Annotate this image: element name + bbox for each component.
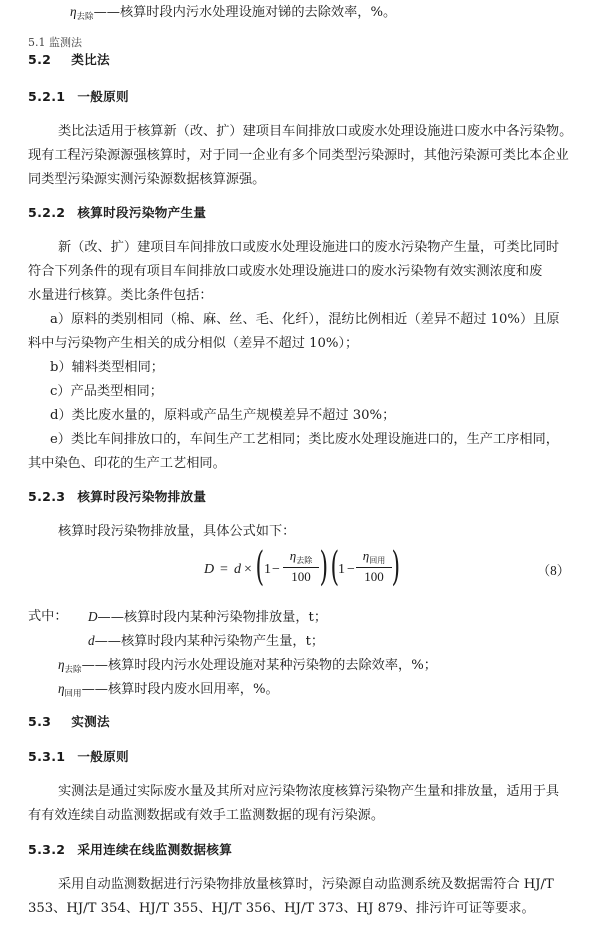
symbol-D: D <box>88 609 98 624</box>
list-item: 其中染色、印花的生产工艺相同。 <box>28 456 226 471</box>
eta-subscript: 回用 <box>64 689 82 699</box>
section-number: 5.3.1 <box>28 749 66 764</box>
paragraph-line: 核算时段污染物排放量，具体公式如下： <box>58 524 296 539</box>
list-item: d）类比废水量的，原料或产品生产规模差异不超过 30%； <box>50 408 396 423</box>
formula-8 <box>0 540 605 596</box>
paragraph-line: 353、HJ/T 354、HJ/T 355、HJ/T 356、HJ/T 373、HJ 879、排污许可证等要求。 <box>28 901 535 916</box>
section-title: 类比法 <box>71 52 110 67</box>
definition-row <box>58 657 437 675</box>
definition-text: ——核算时段内废水回用率，%。 <box>81 682 279 697</box>
eta-symbol: η <box>58 681 65 696</box>
formula-left-paren: ( <box>255 544 265 590</box>
paragraph-line: 采用自动监测数据进行污染物排放量核算时，污染源自动监测系统及数据需符合 HJ/T <box>58 877 554 892</box>
formula-one: 1 <box>338 562 345 577</box>
formula-equals: = <box>220 562 228 577</box>
top-definition <box>70 4 396 22</box>
section-number: 5.2.1 <box>28 89 66 104</box>
section-heading <box>28 714 110 730</box>
formula-minus: − <box>272 562 280 577</box>
paragraph-line: 有有效连续自动监测数据或有效手工监测数据的现有污染源。 <box>28 808 385 823</box>
formula-lhs: D <box>204 562 215 577</box>
definition-text: ——核算时段内某种污染物产生量，t； <box>94 634 325 649</box>
definition-text: ——核算时段内污水处理设施对锑的去除效率，%。 <box>93 5 397 20</box>
section-title: 实测法 <box>71 714 110 729</box>
formula-d: d <box>234 562 241 577</box>
eta-symbol: η <box>289 548 297 563</box>
fraction-denominator: 100 <box>291 569 311 584</box>
cutoff-heading: 5.1 监测法 <box>28 36 82 49</box>
formula-minus: − <box>347 562 355 577</box>
paragraph-line: 实测法是通过实际废水量及其所对应污染物浓度核算污染物产生量和排放量，适用于具 <box>58 784 560 799</box>
paragraph-line: 符合下列条件的现有项目车间排放口或废水处理设施进口的废水污染物有效实测浓度和废 <box>28 264 543 279</box>
formula-one: 1 <box>264 562 271 577</box>
formula-right-paren: ) <box>319 544 329 590</box>
paragraph-line: 新（改、扩）建项目车间排放口或废水处理设施进口的废水污染物产生量，可类比同时 <box>58 240 560 255</box>
eta-subscript: 去除 <box>76 12 94 22</box>
definition-row <box>58 681 279 699</box>
subsection-heading <box>28 749 129 765</box>
paragraph-line: 水量进行核算。类比条件包括： <box>28 288 213 303</box>
section-number: 5.3 <box>28 714 52 729</box>
equation-number: （8） <box>537 563 570 578</box>
formula-right-paren: ) <box>391 544 401 590</box>
section-title: 一般原则 <box>77 89 129 104</box>
section-number: 5.2 <box>28 52 52 67</box>
section-title: 一般原则 <box>77 749 129 764</box>
paragraph-line: 现有工程污染源源强核算时，对于同一企业有多个同类型污染源时，其他污染源可类比本企业 <box>28 148 569 163</box>
list-item: e）类比车间排放口的，车间生产工艺相同；类比废水处理设施进口的，生产工序相同， <box>50 432 559 447</box>
list-item: a）原料的类别相同（棉、麻、丝、毛、化纤），混纺比例相近（差异不超过 10%）且原 <box>50 312 560 327</box>
list-item: b）辅料类型相同； <box>50 360 164 375</box>
eta-symbol: η <box>362 548 370 563</box>
section-heading <box>28 52 110 68</box>
list-item: c）产品类型相同； <box>50 384 163 399</box>
list-item: 料中与污染物产生相关的成分相似（差异不超过 10%）； <box>28 336 359 351</box>
eta-symbol: η <box>58 657 65 672</box>
definition-text: ——核算时段内污水处理设施对某种污染物的去除效率，%； <box>81 658 437 673</box>
definition-row <box>88 633 324 650</box>
section-number: 5.3.2 <box>28 842 66 857</box>
section-title: 核算时段污染物排放量 <box>77 489 207 504</box>
defs-label: 式中： <box>28 609 68 624</box>
eta-subscript: 去除 <box>296 556 313 565</box>
formula-times: × <box>244 562 252 577</box>
definition-text: ——核算时段内某种污染物排放量，t； <box>97 610 328 625</box>
subsection-heading <box>28 89 129 105</box>
fraction-reuse <box>356 548 392 585</box>
section-title: 采用连续在线监测数据核算 <box>77 842 233 857</box>
fraction-removal <box>283 548 319 585</box>
section-number: 5.2.2 <box>28 205 66 220</box>
eta-symbol: η <box>70 4 77 19</box>
symbol-d: d <box>88 633 95 648</box>
paragraph-line: 同类型污染源实测污染源数据核算源强。 <box>28 172 266 187</box>
section-title: 核算时段污染物产生量 <box>77 205 207 220</box>
fraction-denominator: 100 <box>364 569 384 584</box>
subsection-heading <box>28 489 206 505</box>
definition-row <box>88 609 327 626</box>
section-number: 5.2.3 <box>28 489 66 504</box>
eta-subscript: 回用 <box>369 556 386 565</box>
subsection-heading <box>28 842 232 858</box>
formula-left-paren: ( <box>330 544 340 590</box>
paragraph-line: 类比法适用于核算新（改、扩）建项目车间排放口或废水处理设施进口废水中各污染物。 <box>58 124 573 139</box>
eta-subscript: 去除 <box>64 665 82 675</box>
subsection-heading <box>28 205 206 221</box>
